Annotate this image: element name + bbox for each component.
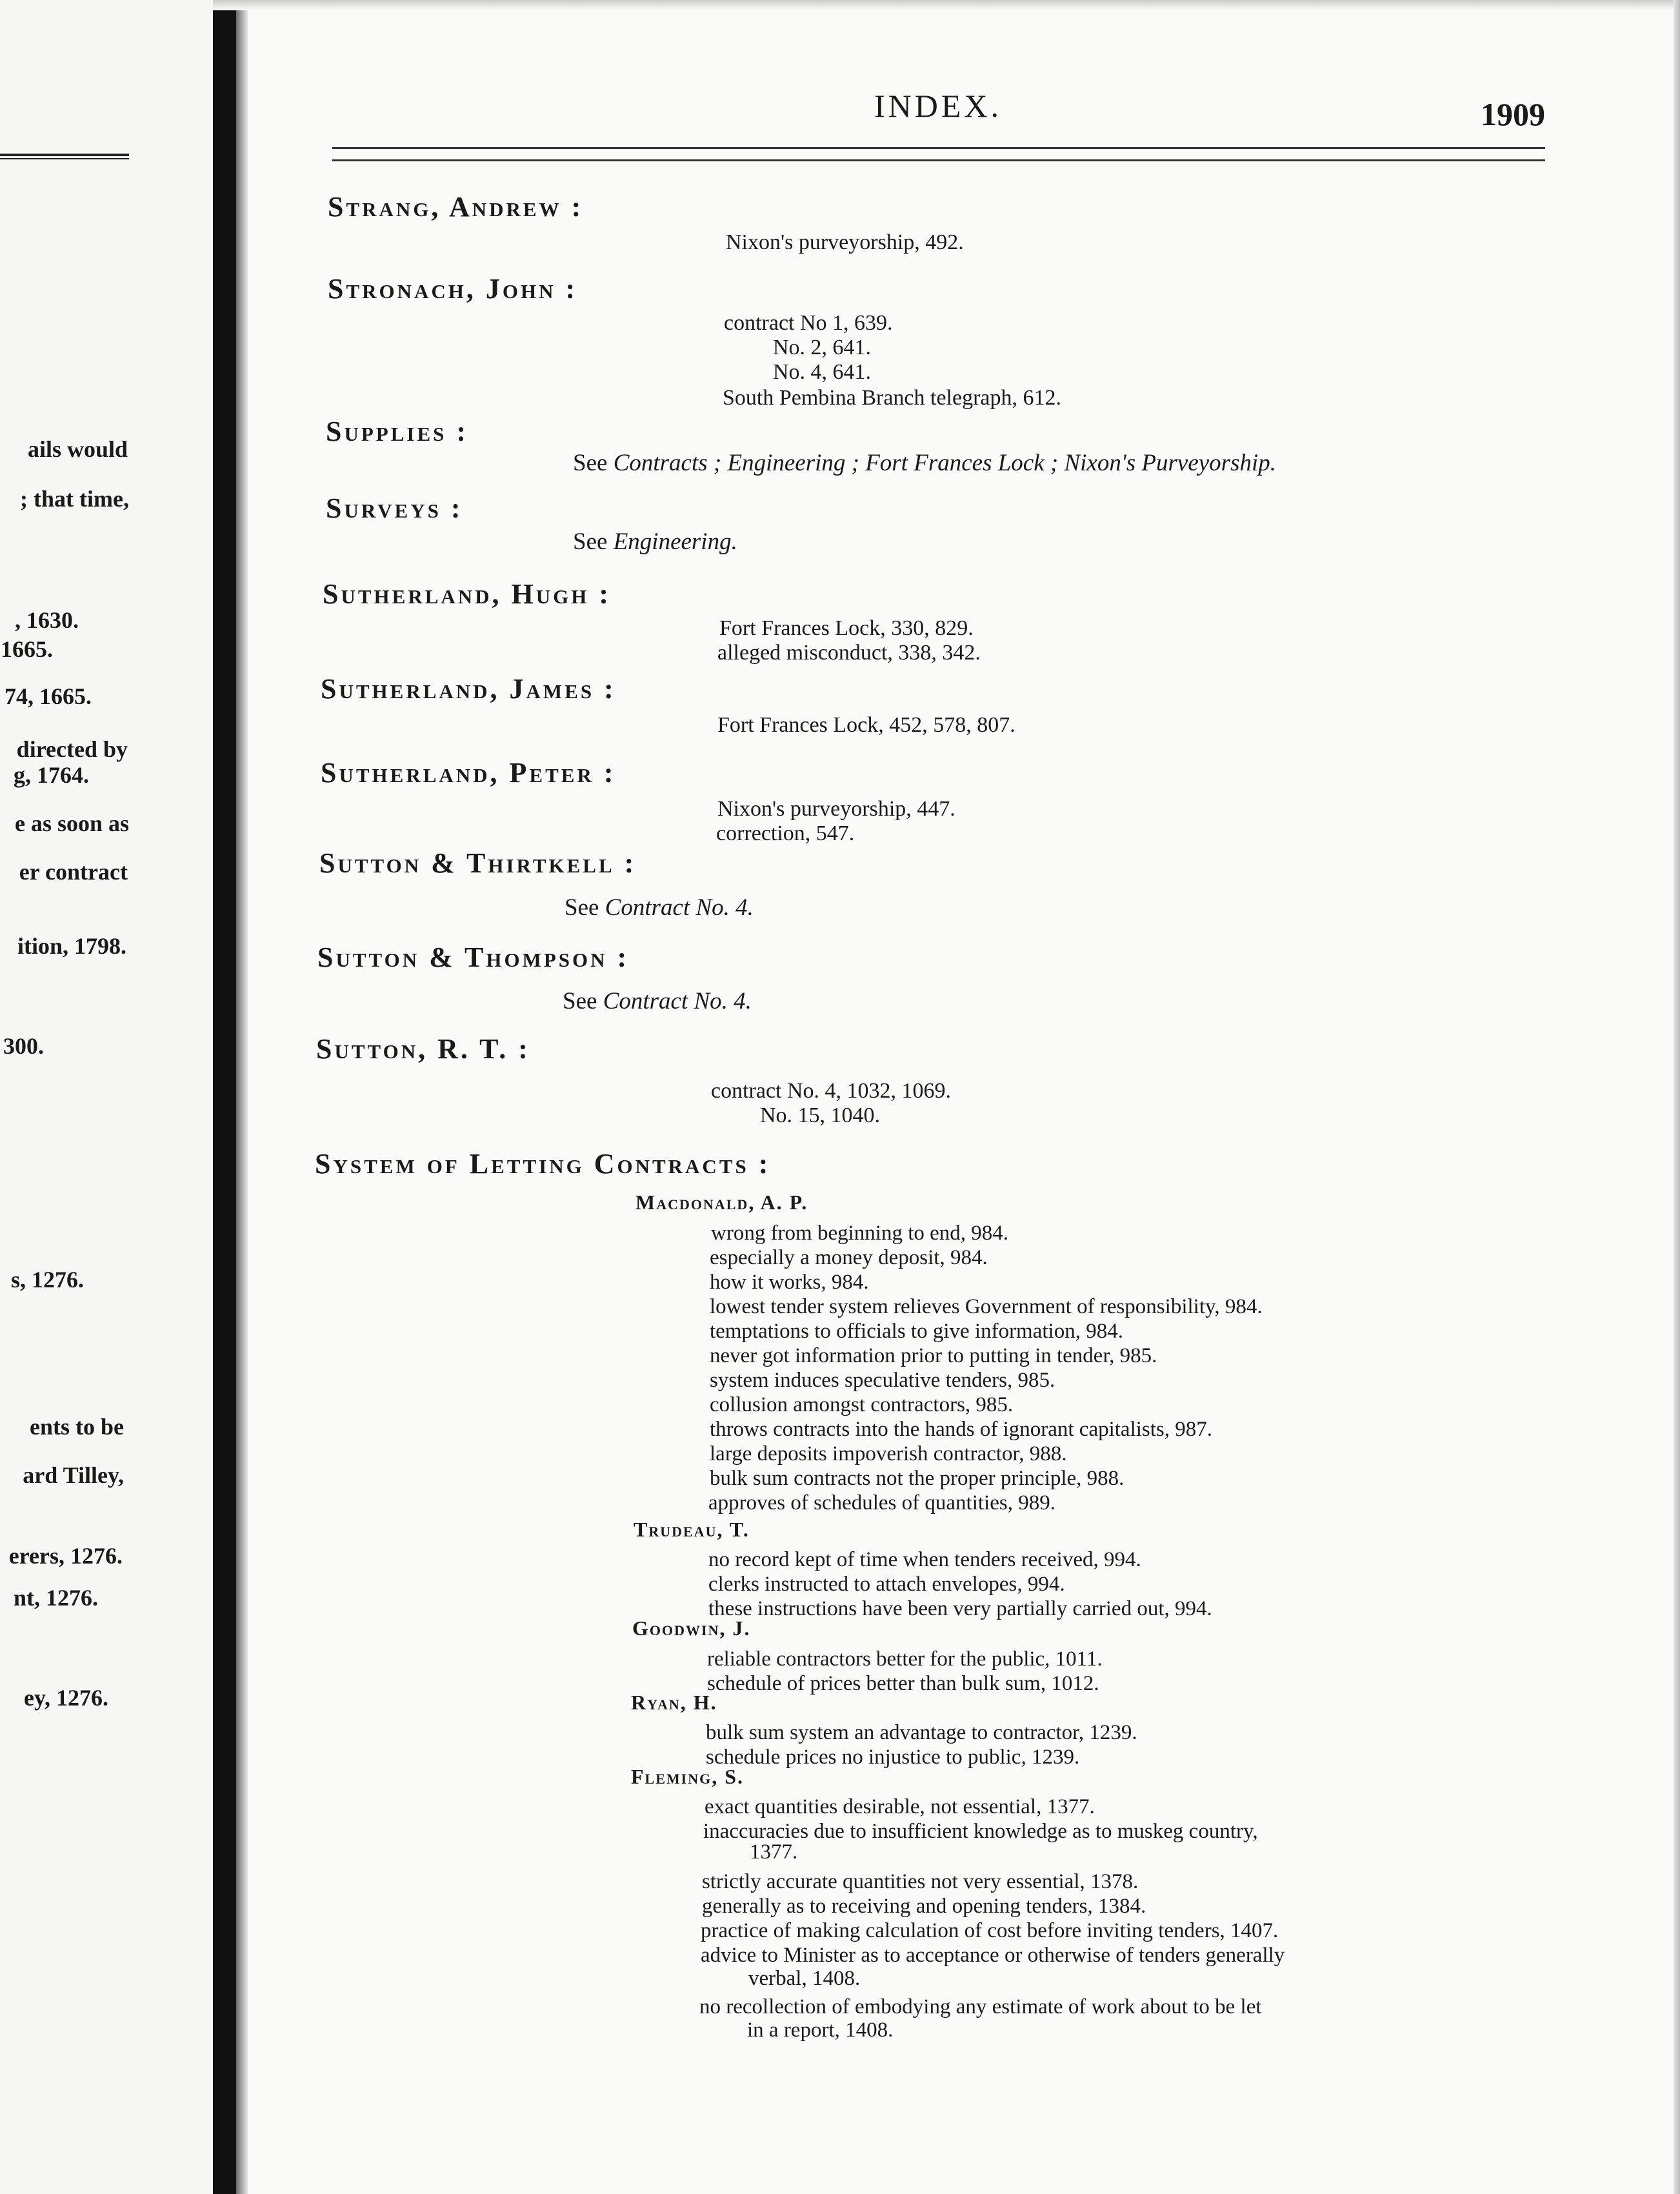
index-subentry: Nixon's purveyorship, 447. xyxy=(717,797,955,821)
index-heading: Strang, Andrew : xyxy=(328,191,584,223)
testimony-item: exact quantities desirable, not essential, 1377. xyxy=(705,1795,1095,1818)
index-subentry: Fort Frances Lock, 452, 578, 807. xyxy=(717,713,1015,737)
index-subentry: contract No. 4, 1032, 1069. xyxy=(711,1079,952,1103)
testimony-item: bulk sum system an advantage to contractor, 1239. xyxy=(706,1721,1137,1744)
prev-line: e as soon as xyxy=(14,810,129,836)
right-page-edge xyxy=(1674,0,1680,2194)
prev-line: ey, 1276. xyxy=(24,1685,108,1711)
book-spine xyxy=(213,0,236,2194)
witness-name: Macdonald, A. P. xyxy=(635,1191,808,1214)
prev-line: directed by xyxy=(16,736,128,762)
prev-line: g, 1764. xyxy=(14,762,89,788)
testimony-item: inaccuracies due to insufficient knowledge as to muskeg country, xyxy=(703,1820,1258,1843)
index-subentry: No. 4, 641. xyxy=(773,360,872,384)
prev-line: ard Tilley, xyxy=(23,1462,124,1488)
testimony-item-continuation: in a report, 1408. xyxy=(747,2018,894,2042)
testimony-item: reliable contractors better for the public, 1011. xyxy=(707,1647,1103,1671)
testimony-item: collusion amongst contractors, 985. xyxy=(710,1393,1014,1416)
index-heading: Sutherland, James : xyxy=(321,673,616,705)
index-subentry: alleged misconduct, 338, 342. xyxy=(717,641,981,665)
witness-name: Goodwin, J. xyxy=(632,1616,751,1640)
witness-name: Ryan, H. xyxy=(631,1691,717,1714)
testimony-item: approves of schedules of quantities, 989. xyxy=(708,1491,1055,1515)
index-heading: Sutton & Thirtkell : xyxy=(319,847,637,879)
see-reference: See Engineering. xyxy=(573,528,737,555)
prev-line: erers, 1276. xyxy=(8,1543,123,1569)
see-reference: See Contracts ; Engineering ; Fort Frances Lock ; Nixon's Purveyorship. xyxy=(573,450,1276,476)
index-subentry: contract No 1, 639. xyxy=(724,311,893,335)
prev-line: 300. xyxy=(3,1033,44,1059)
page-number: 1909 xyxy=(1481,96,1545,132)
index-subentry: No. 2, 641. xyxy=(773,336,872,359)
index-heading: Stronach, John : xyxy=(328,273,578,305)
index-heading: Sutherland, Peter : xyxy=(321,757,616,789)
testimony-item: these instructions have been very partially carried out, 994. xyxy=(708,1597,1212,1620)
testimony-item: lowest tender system relieves Government of responsibility, 984. xyxy=(710,1295,1263,1318)
testimony-item: no record kept of time when tenders received, 994. xyxy=(708,1548,1141,1571)
index-heading: Supplies : xyxy=(326,416,469,447)
see-reference: See Contract No. 4. xyxy=(565,894,754,921)
index-heading: Surveys : xyxy=(326,492,463,524)
witness-name: Fleming, S. xyxy=(631,1765,745,1788)
top-edge-shadow xyxy=(213,0,1680,10)
testimony-item-continuation: verbal, 1408. xyxy=(748,1967,861,1990)
running-head: INDEX. xyxy=(874,88,1003,124)
index-subentry: No. 15, 1040. xyxy=(760,1103,881,1127)
testimony-item: temptations to officials to give information, 984. xyxy=(710,1320,1123,1343)
index-heading: Sutton, R. T. : xyxy=(316,1033,530,1065)
prev-line: , 1630. xyxy=(15,607,79,633)
prev-line: ails would xyxy=(27,436,128,462)
testimony-item: advice to Minister as to acceptance or otherwise of tenders generally xyxy=(701,1944,1285,1967)
index-subentry: Nixon's purveyorship, 492. xyxy=(726,230,964,254)
testimony-item: large deposits impoverish contractor, 988. xyxy=(710,1442,1067,1465)
page-gutter-shadow xyxy=(236,0,248,2194)
testimony-item: schedule prices no injustice to public, 1239. xyxy=(706,1746,1080,1769)
testimony-item: especially a money deposit, 984. xyxy=(710,1246,988,1269)
testimony-item: no recollection of embodying any estimate of work about to be let xyxy=(699,1995,1262,2018)
index-heading: Sutton & Thompson : xyxy=(317,941,630,973)
prev-line: er contract xyxy=(19,859,128,885)
testimony-item: never got information prior to putting in tender, 985. xyxy=(710,1344,1157,1367)
see-reference: See Contract No. 4. xyxy=(563,988,752,1014)
index-subentry: South Pembina Branch telegraph, 612. xyxy=(723,386,1062,410)
prev-line: ; that time, xyxy=(20,486,129,512)
prev-line: ition, 1798. xyxy=(17,933,126,959)
testimony-item: wrong from beginning to end, 984. xyxy=(711,1222,1009,1245)
prev-line: 1665. xyxy=(1,636,53,662)
index-heading: Sutherland, Hugh : xyxy=(323,578,612,610)
testimony-item-continuation: 1377. xyxy=(750,1840,798,1864)
testimony-item: generally as to receiving and opening tenders, 1384. xyxy=(702,1895,1146,1918)
index-heading: System of Letting Contracts : xyxy=(315,1148,771,1180)
previous-page-rule xyxy=(0,154,129,159)
testimony-item: system induces speculative tenders, 985. xyxy=(710,1369,1055,1392)
prev-line: nt, 1276. xyxy=(13,1585,98,1611)
testimony-item: clerks instructed to attach envelopes, 994. xyxy=(708,1573,1065,1596)
index-subentry: Fort Frances Lock, 330, 829. xyxy=(719,616,974,640)
testimony-item: schedule of prices better than bulk sum, 1012. xyxy=(707,1672,1099,1695)
testimony-item: how it works, 984. xyxy=(710,1271,869,1294)
prev-line: ents to be xyxy=(30,1414,124,1440)
previous-page-fragment xyxy=(0,0,213,2194)
testimony-item: strictly accurate quantities not very essential, 1378. xyxy=(702,1870,1139,1893)
testimony-item: throws contracts into the hands of ignorant capitalists, 987. xyxy=(710,1418,1213,1441)
testimony-item: bulk sum contracts not the proper principle, 988. xyxy=(710,1467,1125,1490)
index-subentry: correction, 547. xyxy=(716,821,855,845)
header-double-rule xyxy=(332,147,1545,161)
prev-line: s, 1276. xyxy=(10,1267,84,1293)
prev-line: 74, 1665. xyxy=(5,683,92,709)
testimony-item: practice of making calculation of cost before inviting tenders, 1407. xyxy=(701,1919,1279,1942)
witness-name: Trudeau, T. xyxy=(634,1518,750,1541)
